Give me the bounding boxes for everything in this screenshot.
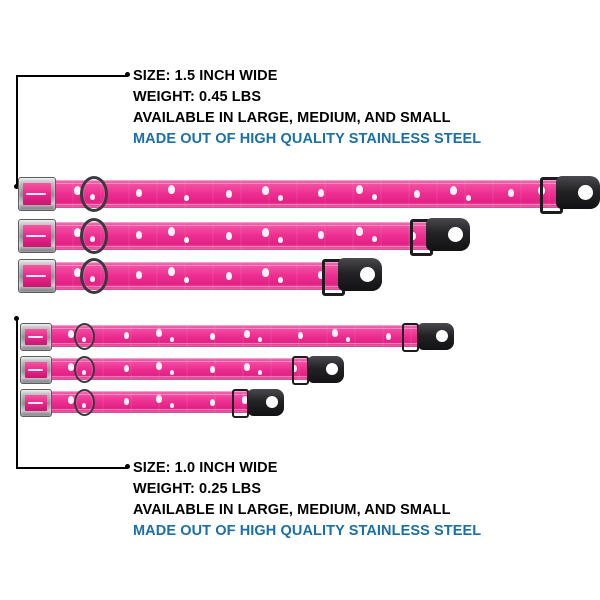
spec-block-wide [133,66,481,150]
spec-weight-wide: WEIGHT: 0.45 LBS [133,89,262,105]
leader-line-bottom-vertical [16,318,18,468]
buckle-face [23,265,51,287]
clip-hole [326,363,338,375]
leader-dot-bottom-end [14,316,19,321]
clip-hole [578,185,593,200]
seatbelt-buckle [20,323,52,351]
buckle-clip [338,258,382,291]
d-ring [74,356,95,383]
d-ring [80,176,108,212]
seatbelt-buckle [18,219,56,253]
spec-size-narrow: SIZE: 1.0 INCH WIDE [133,460,278,476]
d-ring [74,389,95,416]
spec-weight-narrow: WEIGHT: 0.25 LBS [133,481,262,497]
medium-wide-collar [18,222,488,250]
spec-material-wide: MADE OUT OF HIGH QUALITY STAINLESS STEEL [133,131,482,147]
leader-line-top-vertical [16,75,18,187]
strap-slider [232,389,249,418]
leader-dot-bottom-start [125,464,130,469]
collar-webbing [20,358,328,380]
buckle-face [25,362,47,378]
clip-hole [448,227,463,242]
collar-pattern [20,391,268,413]
collar-webbing [18,262,348,290]
leader-dot-top-start [125,72,130,77]
buckle-clip [418,323,454,350]
buckle-clip [426,218,470,251]
leader-line-bottom-horizontal [16,467,128,469]
seatbelt-buckle [20,356,52,384]
buckle-clip [308,356,344,383]
small-narrow-collar [20,391,320,413]
buckle-face [23,225,51,247]
buckle-face [25,329,47,345]
clip-hole [360,267,375,282]
buckle-clip [556,176,600,209]
seatbelt-buckle [18,177,56,211]
spec-block-narrow [133,458,481,542]
large-narrow-collar [20,325,490,347]
buckle-clip [248,389,284,416]
d-ring [74,323,95,350]
spec-availability-narrow: AVAILABLE IN LARGE, MEDIUM, AND SMALL [133,502,451,518]
seatbelt-buckle [20,389,52,417]
small-wide-collar [18,262,398,290]
spec-size-wide: SIZE: 1.5 INCH WIDE [133,68,278,84]
collar-pattern [20,358,328,380]
clip-hole [266,396,278,408]
large-wide-collar [18,180,600,208]
medium-narrow-collar [20,358,380,380]
d-ring [80,258,108,294]
strap-slider [402,323,419,352]
d-ring [80,218,108,254]
buckle-face [23,183,51,205]
collar-webbing [20,391,268,413]
clip-hole [436,330,448,342]
spec-availability-wide: AVAILABLE IN LARGE, MEDIUM, AND SMALL [133,110,451,126]
collar-pattern [18,262,348,290]
buckle-face [25,395,47,411]
leader-line-top-horizontal [16,75,128,77]
strap-slider [292,356,309,385]
spec-material-narrow: MADE OUT OF HIGH QUALITY STAINLESS STEEL [133,523,482,539]
seatbelt-buckle [18,259,56,293]
